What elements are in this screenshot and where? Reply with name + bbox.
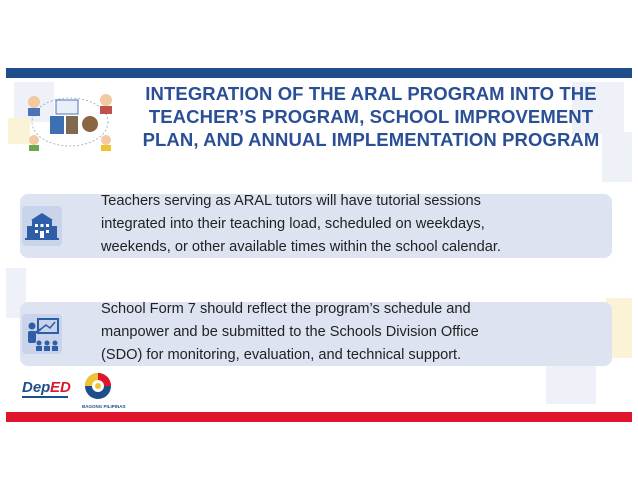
teacher-presentation-icon (22, 314, 62, 354)
title-line: PLAN, AND ANNUAL IMPLEMENTATION PROGRAM (142, 129, 600, 150)
card-text-line: School Form 7 should reflect the program’s schedule and (101, 301, 471, 317)
slide (6, 68, 632, 422)
svg-text:Dep: Dep (22, 379, 51, 396)
title-line: INTEGRATION OF THE ARAL PROGRAM INTO THE (145, 83, 597, 104)
deped-logo-icon (22, 379, 71, 398)
card-text-line: manpower and be submitted to the Schools Division Office (101, 324, 479, 340)
logos-group (20, 368, 140, 412)
network-illustration-icon (18, 86, 118, 152)
card-text-line: integrated into their teaching load, scheduled on weekdays, (101, 216, 485, 232)
card-text-line: Teachers serving as ARAL tutors will have tutorial sessions (101, 193, 481, 209)
bagong-pilipinas-logo-icon (82, 373, 126, 409)
card-text-line: weekends, or other available times within the school calendar. (101, 239, 501, 255)
info-card-text (101, 190, 621, 259)
decor-square (546, 364, 596, 404)
title-line: TEACHER’S PROGRAM, SCHOOL IMPROVEMENT (148, 106, 594, 127)
bottom-accent-bar (6, 412, 632, 422)
info-card-text (101, 298, 621, 367)
school-building-icon (22, 206, 62, 246)
top-accent-bar (6, 68, 632, 78)
svg-text:ED: ED (50, 379, 71, 396)
slide-title (116, 82, 626, 151)
svg-text:BAGONG PILIPINAS: BAGONG PILIPINAS (82, 404, 126, 409)
card-text-line: (SDO) for monitoring, evaluation, and technical support. (101, 347, 462, 363)
